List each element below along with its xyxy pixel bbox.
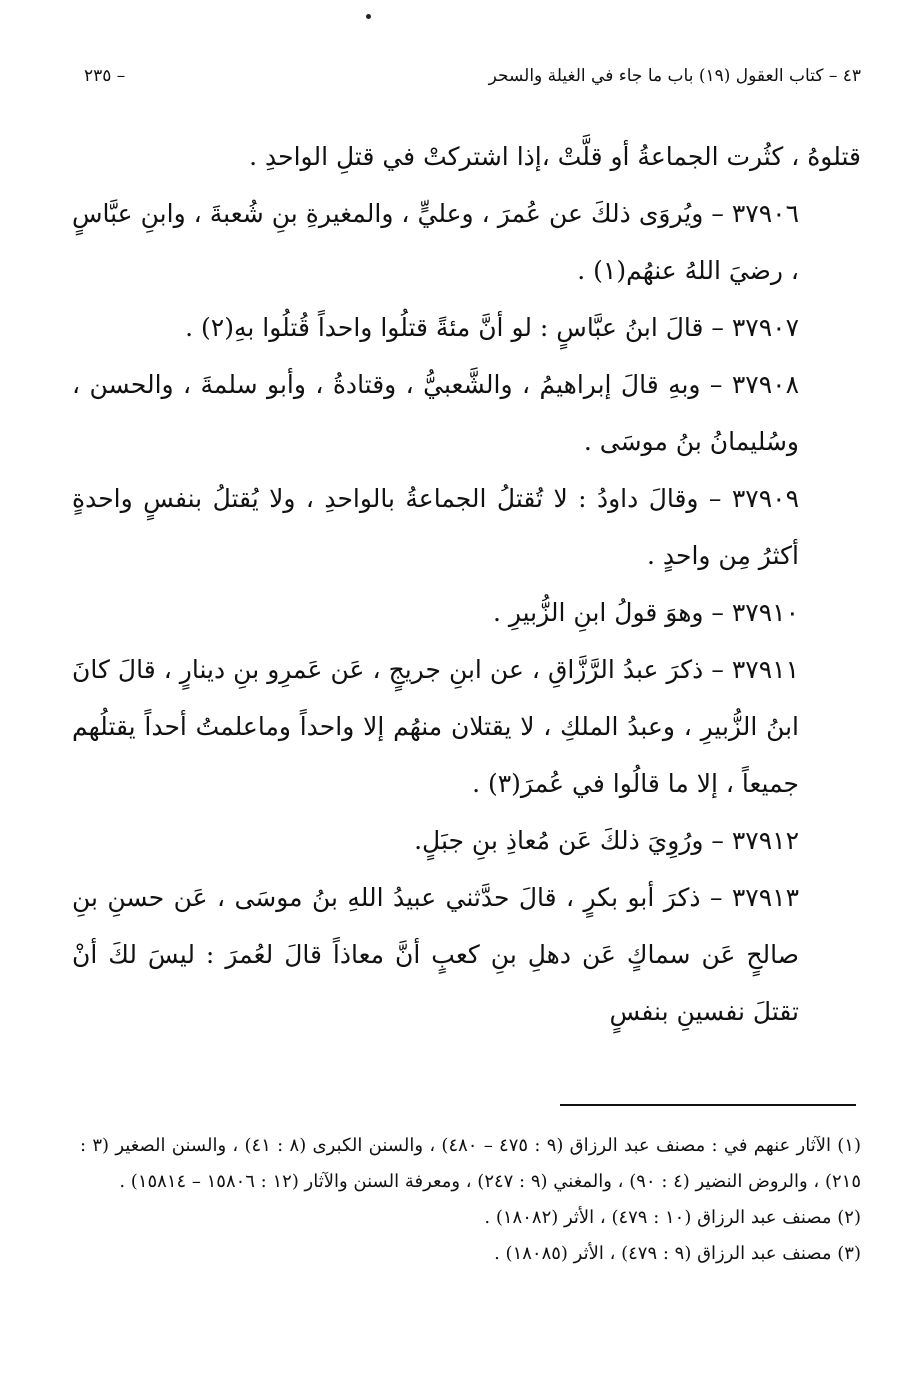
paragraph-37913: ٣٧٩١٣ – ذكرَ أبو بكرٍ ، قالَ حدَّثني عبيدُ اللهِ بنُ موسَى ، عَن حسنِ بنِ صالحٍ عَن سماكٍ عَن دهلِ بنِ كعبٍ أنَّ معاذاً قالَ لعُمرَ : ليسَ لكَ أنْ تقتلَ نفسينِ بنفسٍ	[72, 883, 799, 1026]
footnote-3: (٣) مصنف عبد الرزاق (٩ : ٤٧٩) ، الأثر (١٨٠٨٥) .	[494, 1243, 861, 1264]
paragraph-37910: ٣٧٩١٠ – وهوَ قولُ ابنِ الزُّبيرِ .	[492, 598, 799, 627]
paragraph-37909: ٣٧٩٠٩ – وقالَ داودُ : لا تُقتلُ الجماعةُ بالواحدِ ، ولا يُقتلُ بنفسٍ واحدةٍ أكثرُ مِن واحدٍ .	[72, 484, 799, 570]
running-header	[80, 60, 861, 100]
paragraph-37908: ٣٧٩٠٨ – وبهِ قالَ إبراهيمُ ، والشَّعبيُّ ، وقتادةُ ، وأبو سلمةَ ، والحسن ، وسُليمانُ بنُ موسَى .	[72, 370, 799, 456]
footnotes	[80, 1128, 861, 1272]
main-text	[72, 128, 861, 1040]
page-number: – ٢٣٥	[84, 66, 126, 86]
footnote-1: (١) الآثار عنهم في : مصنف عبد الرزاق (٩ : ٤٧٥ – ٤٨٠) ، والسنن الكبرى (٨ : ٤١) ، والسنن الصغير (٣ : ٢١٥) ، والروض النضير (٤ : ٩٠) ، والمغني (٩ : ٢٤٧) ، ومعرفة السنن والآثار (١٢ : ١٥٨٠٦ – ١٥٨١٤) .	[80, 1135, 861, 1192]
paragraph-37912: ٣٧٩١٢ – ورُوِيَ ذلكَ عَن مُعاذِ بنِ جبَلٍ.	[414, 826, 799, 855]
paragraph-37906: ٣٧٩٠٦ – ويُروَى ذلكَ عن عُمرَ ، وعليٍّ ، والمغيرةِ بنِ شُعبةَ ، وابنِ عبَّاسٍ ، رضيَ اللهُ عنهُم(١) .	[72, 199, 799, 285]
paragraph: قتلوهُ ، كثُرت الجماعةُ أو قلَّتْ ،إذا اشتركتْ في قتلِ الواحدِ .	[249, 142, 861, 171]
footnote-2: (٢) مصنف عبد الرزاق (١٠ : ٤٧٩) ، الأثر (١٨٠٨٢) .	[484, 1207, 861, 1228]
footnotes-separator	[560, 1104, 856, 1106]
scan-speck	[366, 14, 371, 19]
paragraph-37911: ٣٧٩١١ – ذكرَ عبدُ الرَّزَّاقِ ، عن ابنِ جريجٍ ، عَن عَمرِو بنِ دينارٍ ، قالَ كانَ ابنُ الزُّبيرِ ، وعبدُ الملكِ ، لا يقتلان منهُم إلا واحداً وماعلمتُ أحداً يقتلُهم جميعاً ، إلا ما قالُوا في عُمرَ(٣) .	[72, 655, 799, 798]
running-title: ٤٣ – كتاب العقول (١٩) باب ما جاء في الغيلة والسحر	[488, 66, 861, 86]
paragraph-37907: ٣٧٩٠٧ – قالَ ابنُ عبَّاسٍ : لو أنَّ مئةً قتلُوا واحداً قُتلُوا بهِ(٢) .	[185, 313, 799, 342]
